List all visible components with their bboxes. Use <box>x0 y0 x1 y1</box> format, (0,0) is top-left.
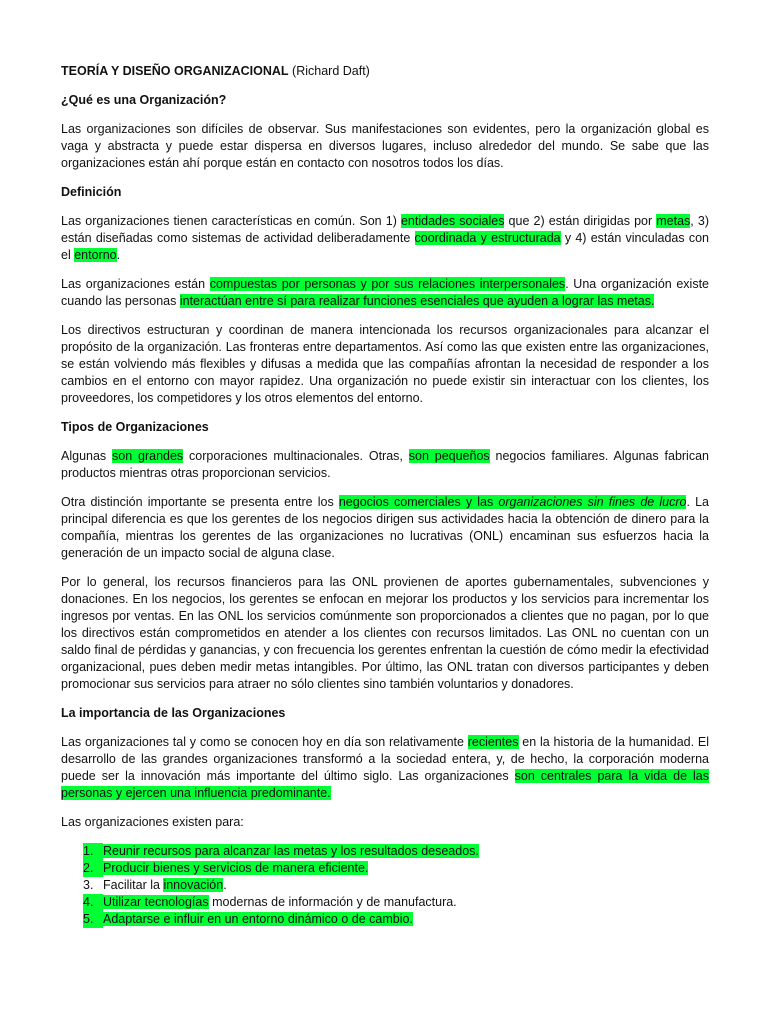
text-run: . <box>223 878 227 892</box>
highlight-italic-run: organizaciones sin fines de lucro <box>498 495 687 509</box>
text-run: modernas de información y de manufactura. <box>208 895 457 909</box>
highlight-run: son pequeños <box>408 449 490 463</box>
highlight-run: metas <box>656 214 691 228</box>
section-heading-tipos: Tipos de Organizaciones <box>61 420 209 434</box>
text-run: en la historia de la humanidad. El desarrollo de las grandes organizaciones transformó a la sociedad entera, y, de hecho, la corporación moderna puede ser la innovación más importante del último siglo. Las organizaciones <box>61 735 709 783</box>
document-page <box>61 63 709 928</box>
list-item <box>61 877 709 894</box>
list-number: 4. <box>83 894 103 911</box>
highlight-run: coordinada y estructurada <box>414 231 561 245</box>
paragraph-definicion-2 <box>61 276 709 310</box>
paragraph-importancia-1 <box>61 734 709 802</box>
highlight-run: recientes <box>467 735 519 749</box>
text-run: Las organizaciones tienen características en común. Son 1) <box>61 214 401 228</box>
list-text <box>103 843 479 860</box>
highlight-run: son grandes <box>112 449 184 463</box>
list-text <box>103 860 368 877</box>
highlight-run: Reunir recursos para alcanzar las metas y los resultados deseados. <box>103 844 479 858</box>
paragraph-tipos-1 <box>61 448 709 482</box>
text-run: Facilitar la <box>103 878 164 892</box>
list-number: 2. <box>83 860 103 877</box>
highlight-run: interactúan entre sí para realizar funciones esenciales que ayuden a lograr las metas. <box>179 294 655 308</box>
text-run: corporaciones multinacionales. Otras, <box>183 449 409 463</box>
text-run: . Una organización existe cuando las personas <box>61 277 710 308</box>
section-heading-definicion: Definición <box>61 185 122 199</box>
list-text <box>103 877 227 894</box>
highlight-run: compuestas por personas y por sus relaciones interpersonales <box>209 277 566 291</box>
purpose-list <box>61 843 709 928</box>
section-heading-importancia: La importancia de las Organizaciones <box>61 706 286 720</box>
list-number: 1. <box>83 843 103 860</box>
highlight-run: Utilizar tecnologías <box>103 895 209 909</box>
text-run: Otra distinción importante se presenta entre los <box>61 495 339 509</box>
highlight-run: innovación <box>163 878 224 892</box>
list-number: 5. <box>83 911 103 928</box>
highlight-run: entidades sociales <box>400 214 505 228</box>
highlight-run: Producir bienes y servicios de manera eficiente. <box>103 861 369 875</box>
text-run: negocios familiares. Algunas fabrican productos mientras otras proporcionan servicios. <box>61 449 709 480</box>
highlight-run: entorno <box>74 248 117 262</box>
text-run: . <box>116 248 121 262</box>
text-run: Las organizaciones tal y como se conocen hoy en día son relativamente <box>61 735 468 749</box>
text-run: Algunas <box>61 449 113 463</box>
paragraph-tipos-3: Por lo general, los recursos financieros para las ONL provienen de aportes gubernamentales, subvenciones y donaciones. En los negocios, los gerentes se enfocan en mejorar los productos y los servicios para incrementar los ingresos por ventas. En las ONL los servicios comúnmente son proporcionados a clientes que no pagan, por lo que los directivos están comprometidos en atender a los clientes con recursos limitados. Las ONL no cuentan con un saldo final de pérdidas y ganancias, y con frecuencia los gerentes enfrentan la cuestión de cómo medir la efectividad organizacional, pues deben medir metas intangibles. Por último, las ONL tratan con diversos participantes y deben promocionar sus servicios para atraer no sólo clientes sino también voluntarios y donadores. <box>61 575 709 691</box>
list-item <box>61 860 709 877</box>
paragraph-importancia-2: Las organizaciones existen para: <box>61 815 244 829</box>
highlight-run: Adaptarse e influir en un entorno dinámico o de cambio. <box>103 912 413 926</box>
list-number: 3. <box>83 878 94 892</box>
list-text <box>103 911 413 928</box>
paragraph-tipos-2 <box>61 494 709 562</box>
section-heading-que-es: ¿Qué es una Organización? <box>61 93 227 107</box>
list-item <box>61 911 709 928</box>
highlight-run: son centrales para la vida de las personas y ejercen una influencia predominante. <box>61 769 709 800</box>
paragraph-definicion-1 <box>61 213 709 264</box>
text-run: , 3) están diseñadas como sistemas de actividad deliberadamente <box>61 214 709 245</box>
text-run: que 2) están dirigidas por <box>504 214 657 228</box>
text-run: y 4) están vinculadas con el <box>61 231 709 262</box>
paragraph-intro: Las organizaciones son difíciles de observar. Sus manifestaciones son evidentes, pero la organización global es vaga y abstracta y puede estar dispersa en diversos lugares, incluso alrededor del mundo. Se sabe que las organizaciones están ahí porque están en contacto con nosotros todos los días. <box>61 122 709 170</box>
highlight-run: negocios comerciales y las <box>338 495 499 509</box>
list-item <box>61 894 709 911</box>
title-main: TEORÍA Y DISEÑO ORGANIZACIONAL <box>61 64 289 78</box>
title-author: (Richard Daft) <box>288 64 370 78</box>
text-run: Las organizaciones están <box>61 277 210 291</box>
text-run: . La principal diferencia es que los gerentes de los negocios dirigen sus actividades hacia la obtención de dinero para la compañía, mientras los gerentes de las organizaciones no lucrativas (ONL) encaminan sus esfuerzos hacia la generación de un impacto social de alguna clase. <box>61 495 709 560</box>
list-text <box>103 894 457 911</box>
paragraph-definicion-3: Los directivos estructuran y coordinan de manera intencionada los recursos organizacionales para alcanzar el propósito de la organización. Las fronteras entre departamentos. Así como las que existen entre las organizaciones, se están volviendo más flexibles y difusas a medida que las compañías afrontan la necesidad de responder a los cambios en el entorno con mayor rapidez. Una organización no puede existir sin interactuar con los clientes, los proveedores, los competidores y los otros elementos del entorno. <box>61 323 709 405</box>
list-item <box>61 843 709 860</box>
document-title <box>61 63 709 80</box>
